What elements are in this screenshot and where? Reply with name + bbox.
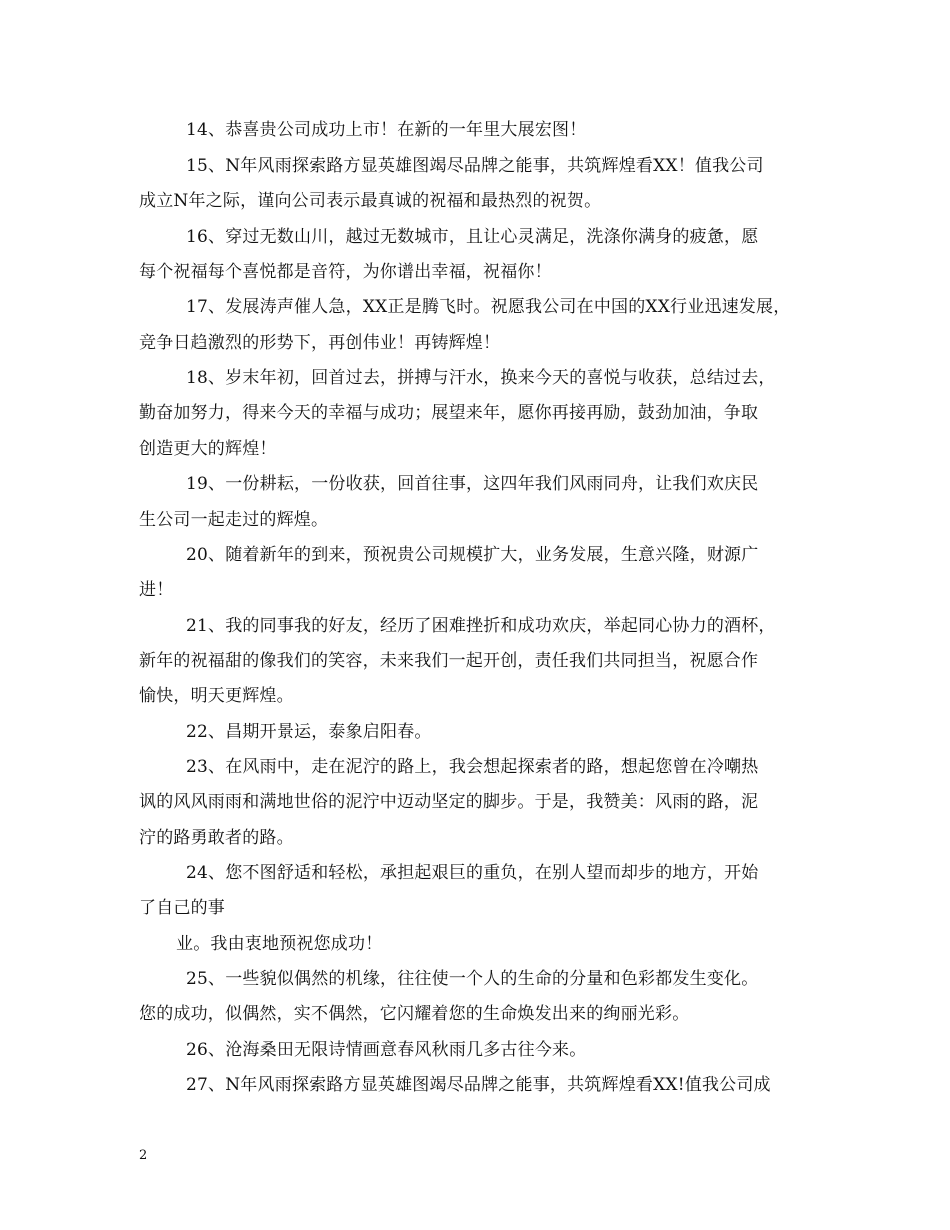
text-line: 20、随着新年的到来，预祝贵公司规模扩大，业务发展，生意兴隆，财源广 — [186, 545, 759, 565]
text-line: 14、恭喜贵公司成功上市！在新的一年里大展宏图！ — [186, 120, 587, 140]
text-line: 愉快，明天更辉煌。 — [139, 686, 294, 706]
text-line: 成立N年之际，谨向公司表示最真诚的祝福和最热烈的祝贺。 — [139, 191, 602, 211]
text-line: 18、岁末年初，回首过去，拼搏与汗水，换来今天的喜悦与收获，总结过去， — [186, 368, 776, 388]
text-line: 泞的路勇敢者的路。 — [139, 828, 294, 848]
text-line: 16、穿过无数山川，越过无数城市，且让心灵满足，洗涤你满身的疲惫，愿 — [186, 227, 759, 247]
text-line: 21、我的同事我的好友，经历了困难挫折和成功欢庆，举起同心协力的酒杯， — [186, 616, 776, 636]
text-line: 15、N年风雨探索路方显英雄图竭尽品牌之能事，共筑辉煌看XX！值我公司 — [186, 156, 764, 176]
text-line: 24、您不图舒适和轻松，承担起艰巨的重负，在别人望而却步的地方，开始 — [186, 863, 759, 883]
text-line: 19、一份耕耘，一份收获，回首往事，这四年我们风雨同舟，让我们欢庆民 — [186, 474, 759, 494]
text-line: 创造更大的辉煌！ — [139, 439, 277, 459]
text-line: 25、一些貌似偶然的机缘，往往使一个人的生命的分量和色彩都发生变化。 — [186, 969, 759, 989]
text-line: 您的成功，似偶然，实不偶然，它闪耀着您的生命焕发出来的绚丽光彩。 — [139, 1004, 690, 1024]
text-line: 了自己的事 — [139, 898, 225, 918]
text-line: 进！ — [139, 580, 174, 600]
text-line: 27、N年风雨探索路方显英雄图竭尽品牌之能事，共筑辉煌看XX!值我公司成 — [186, 1075, 771, 1095]
text-line: 业。我由衷地预祝您成功！ — [176, 934, 383, 954]
text-line: 26、沧海桑田无限诗情画意春风秋雨几多古往今来。 — [186, 1040, 587, 1060]
text-line: 17、发展涛声催人急，XX正是腾飞时。祝愿我公司在中国的XX行业迅速发展， — [186, 297, 791, 317]
text-line: 生公司一起走过的辉煌。 — [139, 510, 329, 530]
text-line: 勤奋加努力，得来今天的幸福与成功；展望来年，愿你再接再励，鼓劲加油，争取 — [139, 403, 759, 423]
page-number: 2 — [139, 1148, 148, 1163]
text-line: 竞争日趋激烈的形势下，再创伟业！再铸辉煌！ — [139, 333, 501, 353]
text-line: 每个祝福每个喜悦都是音符，为你谱出幸福，祝福你！ — [139, 262, 552, 282]
text-line: 22、昌期开景运，泰象启阳春。 — [186, 722, 432, 742]
text-line: 23、在风雨中，走在泥泞的路上，我会想起探索者的路，想起您曾在冷嘲热 — [186, 757, 759, 777]
text-line: 新年的祝福甜的像我们的笑容，未来我们一起开创，责任我们共同担当，祝愿合作 — [139, 651, 759, 671]
text-line: 讽的风风雨雨和满地世俗的泥泞中迈动坚定的脚步。于是，我赞美：风雨的路，泥 — [139, 792, 759, 812]
